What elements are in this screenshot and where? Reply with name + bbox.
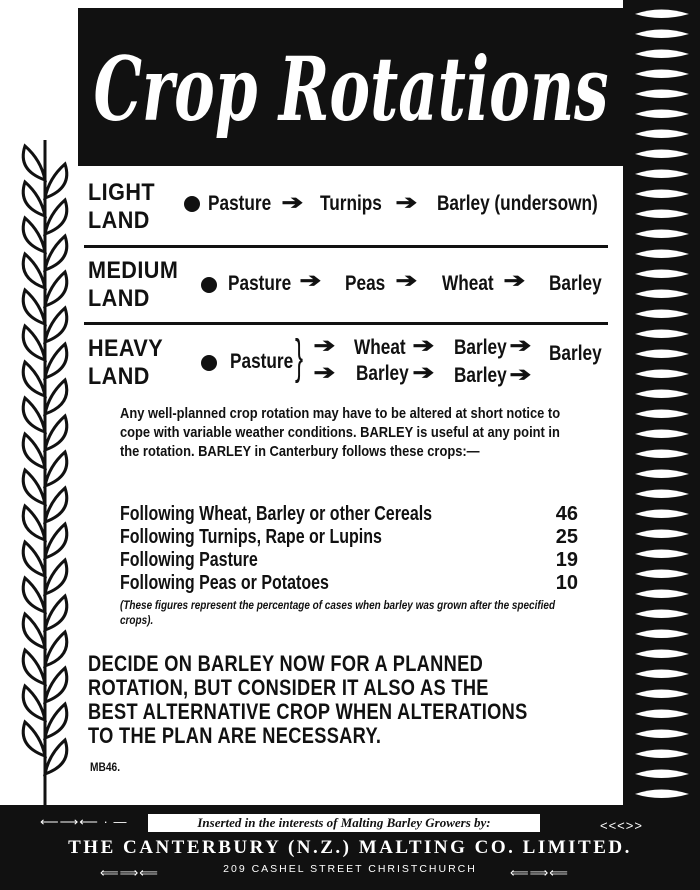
bracket-icon: }: [295, 331, 304, 384]
crop-step: Barley: [454, 336, 507, 359]
arrow-right-icon: ➔: [281, 192, 304, 214]
list-item: [120, 503, 578, 526]
wheat-kernel: [23, 326, 45, 360]
wheat-kernel: [45, 452, 67, 486]
land-label-line2: LAND: [88, 285, 150, 312]
wheat-kernel: [45, 164, 67, 198]
flourish-icon: ⟵⟶⟵ · —: [40, 814, 128, 829]
arrow-right-icon: ➔: [503, 270, 526, 292]
page-title: Crop Rotations: [93, 37, 609, 141]
wheat-kernel: [23, 434, 45, 468]
wheat-grain-border: [623, 0, 700, 810]
list-item: [120, 572, 578, 595]
ad-code: MB46.: [90, 760, 121, 774]
wheat-kernel: [45, 272, 67, 306]
call-to-action-line: TO THE PLAN ARE NECESSARY.: [88, 723, 382, 748]
crop-step: Barley: [549, 272, 602, 295]
call-to-action: [88, 652, 606, 748]
wheat-kernel: [45, 380, 67, 414]
crop-step: Peas: [345, 272, 386, 295]
arrow-right-icon: ➔: [299, 270, 322, 292]
list-item-value: 10: [555, 572, 578, 594]
footer: [0, 805, 700, 890]
wheat-kernel: [45, 596, 67, 630]
arrow-right-icon: ➔: [313, 335, 336, 357]
bullet-icon: [201, 355, 217, 371]
intro-paragraph: Any well-planned crop rotation may have to be altered at short notice to cope with variable weather conditions. BARLEY is useful at any point in the rotation. BARLEY in Canterbury follows these crops:—: [120, 405, 561, 460]
inserted-by-banner: Inserted in the interests of Malting Barley Growers by:: [148, 814, 540, 832]
wheat-kernel: [23, 362, 45, 396]
list-item-label: Following Turnips, Rape or Lupins: [120, 526, 382, 548]
crop-step: Barley: [454, 364, 507, 387]
rotation-light-land: [88, 180, 608, 240]
wheat-kernel: [23, 650, 45, 684]
wheat-kernel: [23, 398, 45, 432]
call-to-action-line: DECIDE ON BARLEY NOW FOR A PLANNED: [88, 651, 484, 676]
wheat-kernel: [45, 524, 67, 558]
rotation-medium-land: [88, 258, 608, 318]
wheat-kernel: [23, 254, 45, 288]
list-item: [120, 549, 578, 572]
rotation-heavy-land: [88, 331, 608, 396]
company-name: THE CANTERBURY (N.Z.) MALTING CO. LIMITED.: [68, 837, 632, 858]
crop-step: Turnips: [320, 192, 382, 215]
wheat-kernel: [45, 632, 67, 666]
arrow-right-icon: ➔: [313, 362, 336, 384]
land-label-line2: LAND: [88, 207, 150, 234]
arrow-right-icon: ➔: [509, 335, 532, 357]
wheat-ear-illustration: [8, 120, 82, 810]
wheat-kernel: [23, 506, 45, 540]
crop-step: Barley: [356, 362, 409, 385]
crop-step: Pasture: [228, 272, 292, 295]
wheat-kernel: [45, 668, 67, 702]
wheat-kernel: [23, 218, 45, 252]
crop-step: Wheat: [442, 272, 494, 295]
bullet-icon: [184, 196, 200, 212]
land-label-line1: LIGHT: [88, 179, 156, 206]
arrow-right-icon: ➔: [509, 364, 532, 386]
wheat-kernel: [45, 236, 67, 270]
land-label-line1: MEDIUM: [88, 257, 179, 284]
wheat-kernel: [45, 200, 67, 234]
divider: [84, 322, 608, 325]
wheat-kernel: [45, 560, 67, 594]
wheat-kernel: [23, 470, 45, 504]
crop-step: Pasture: [230, 350, 294, 373]
flourish-icon: ⟸⟹⟸: [100, 865, 159, 880]
title-band: [78, 8, 625, 166]
wheat-kernel: [23, 578, 45, 612]
wheat-kernel: [45, 488, 67, 522]
percentage-note: (These figures represent the percentage of cases when barley was grown after the specified crops).: [120, 598, 556, 627]
list-item: [120, 526, 578, 549]
wheat-kernel: [23, 722, 45, 756]
wheat-kernel: [23, 182, 45, 216]
flourish-icon: ⟸⟹⟸: [510, 865, 569, 880]
crop-step: Barley (undersown): [437, 192, 598, 215]
crop-step: Barley: [549, 342, 602, 365]
list-item-value: 46: [555, 503, 578, 525]
divider: [84, 245, 608, 248]
wheat-kernel: [23, 686, 45, 720]
crop-step: Wheat: [354, 336, 406, 359]
wheat-kernel: [23, 290, 45, 324]
crop-step: Pasture: [208, 192, 272, 215]
arrow-right-icon: ➔: [412, 362, 435, 384]
land-label-line1: HEAVY: [88, 335, 164, 362]
wheat-kernel: [23, 542, 45, 576]
list-item-label: Following Pasture: [120, 549, 258, 571]
flourish-icon: <<<>>: [600, 818, 643, 833]
wheat-kernel: [45, 344, 67, 378]
wheat-kernel: [23, 614, 45, 648]
wheat-kernel: [23, 146, 45, 180]
call-to-action-line: ROTATION, BUT CONSIDER IT ALSO AS THE: [88, 675, 489, 700]
wheat-kernel: [45, 308, 67, 342]
following-list: [120, 503, 578, 595]
arrow-right-icon: ➔: [412, 335, 435, 357]
list-item-value: 19: [555, 549, 578, 571]
call-to-action-line: BEST ALTERNATIVE CROP WHEN ALTERATIONS: [88, 699, 528, 724]
wheat-kernel: [45, 704, 67, 738]
list-item-value: 25: [555, 526, 578, 548]
bullet-icon: [201, 277, 217, 293]
company-address: 209 CASHEL STREET CHRISTCHURCH: [223, 863, 477, 875]
land-label-line2: LAND: [88, 363, 150, 390]
wheat-kernel: [45, 416, 67, 450]
list-item-label: Following Peas or Potatoes: [120, 572, 329, 594]
list-item-label: Following Wheat, Barley or other Cereals: [120, 503, 433, 525]
arrow-right-icon: ➔: [395, 192, 418, 214]
arrow-right-icon: ➔: [395, 270, 418, 292]
wheat-kernel: [45, 740, 67, 774]
